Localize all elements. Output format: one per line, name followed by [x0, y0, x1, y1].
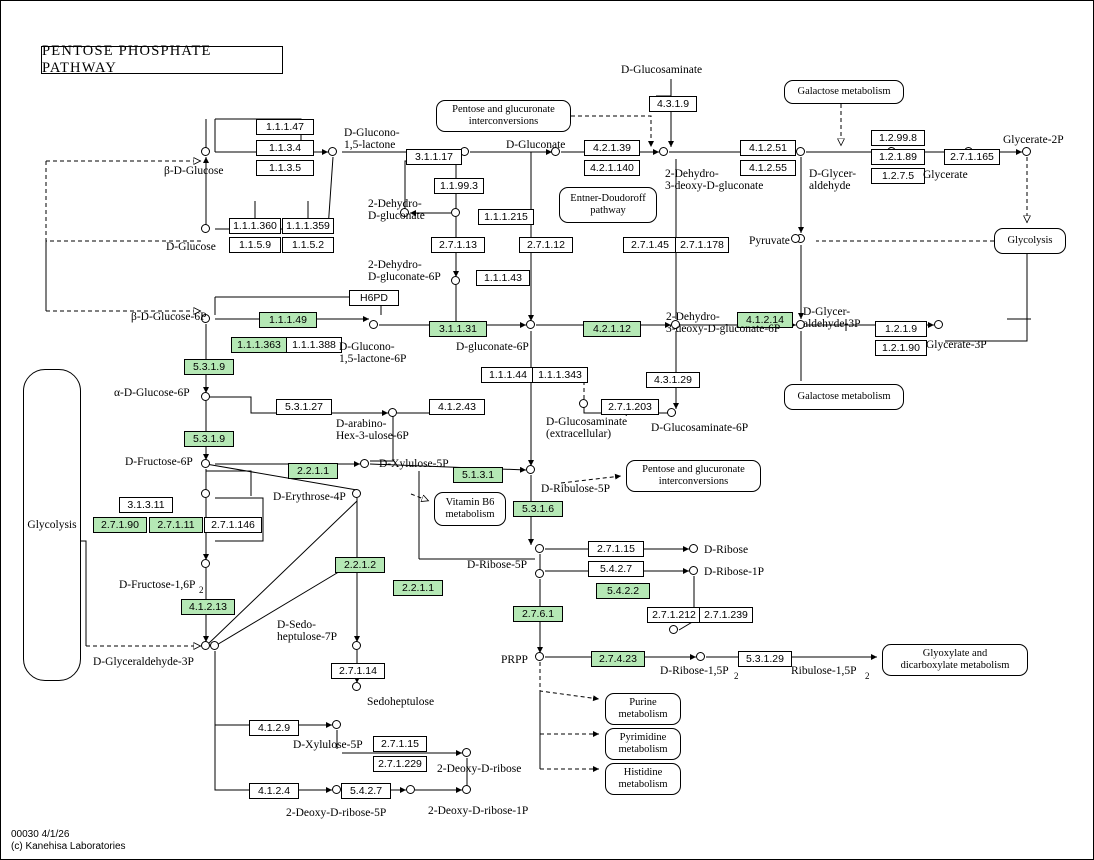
enzyme-box[interactable]: 2.7.1.11 [149, 517, 203, 533]
compound-label[interactable]: 2-Deoxy-D-ribose-5P [286, 807, 387, 819]
compound-node[interactable] [201, 489, 210, 498]
compound-label[interactable]: 2-Dehydro- [666, 311, 720, 323]
enzyme-box[interactable]: 5.4.2.7 [341, 783, 391, 799]
compound-label[interactable]: 1,5-lactone [344, 139, 396, 151]
enzyme-box[interactable]: 2.2.1.1 [288, 463, 338, 479]
footer-line-2: (c) Kanehisa Laboratories [11, 841, 126, 852]
enzyme-box[interactable]: 2.7.1.146 [204, 517, 262, 533]
enzyme-box[interactable]: 1.1.5.9 [229, 237, 281, 253]
enzyme-box[interactable]: 5.3.1.9 [184, 431, 234, 447]
pathway-box-label: Purine [629, 697, 657, 708]
compound-node[interactable] [369, 320, 378, 329]
enzyme-box[interactable]: 1.1.1.343 [532, 367, 588, 383]
compound-node[interactable] [360, 459, 369, 468]
compound-label[interactable]: β-D-Glucose [164, 165, 224, 177]
compound-node[interactable] [1022, 147, 1031, 156]
pathway-box-label: Histidine [623, 767, 663, 778]
compound-label[interactable]: D-Glycer- [803, 306, 851, 318]
pathway-box-label: Galactose metabolism [797, 86, 891, 97]
pathway-box-label: Pentose and glucuronate [452, 104, 555, 115]
compound-label[interactable]: D-Sedo- [277, 619, 316, 631]
pathway-box-label: Vitamin B6 [445, 497, 495, 508]
enzyme-box[interactable]: 2.2.1.2 [335, 557, 385, 573]
compound-label[interactable]: D-Erythrose-4P [273, 491, 346, 503]
compound-node[interactable] [201, 459, 210, 468]
pathway-box-label: metabolism [618, 709, 668, 720]
pathway-link-box[interactable] [882, 644, 1028, 676]
enzyme-box[interactable]: 5.3.1.27 [276, 399, 332, 415]
enzyme-box[interactable]: 1.1.3.5 [256, 160, 314, 176]
enzyme-box[interactable]: 1.1.99.3 [434, 178, 484, 194]
enzyme-box[interactable]: 1.2.1.9 [875, 321, 927, 337]
compound-label[interactable]: Glycerate [923, 169, 968, 181]
compound-node[interactable] [796, 147, 805, 156]
enzyme-box[interactable]: 2.7.1.12 [519, 237, 573, 253]
compound-node[interactable] [659, 147, 668, 156]
enzyme-box[interactable]: 2.7.1.14 [331, 663, 385, 679]
enzyme-box[interactable]: 4.2.1.140 [584, 160, 640, 176]
compound-label[interactable]: 3-deoxy-D-gluconate-6P [666, 323, 781, 335]
enzyme-box[interactable]: 1.1.5.2 [282, 237, 334, 253]
compound-label[interactable]: 1,5-lactone-6P [339, 353, 407, 365]
pathway-link-box[interactable] [994, 228, 1066, 254]
compound-node[interactable] [388, 408, 397, 417]
enzyme-box[interactable]: 1.1.1.388 [286, 337, 342, 353]
compound-label[interactable]: D-Fructose-6P [125, 456, 193, 468]
compound-node[interactable] [352, 489, 361, 498]
compound-node[interactable] [526, 320, 535, 329]
compound-label[interactable]: Pyruvate [749, 235, 790, 247]
compound-node[interactable] [462, 748, 471, 757]
enzyme-box[interactable]: 2.7.1.15 [588, 541, 644, 557]
compound-label[interactable]: D-Glyceraldehyde-3P [93, 656, 194, 668]
enzyme-box[interactable]: 4.1.2.9 [249, 720, 299, 736]
enzyme-box[interactable]: 2.7.1.15 [373, 736, 427, 752]
compound-label[interactable]: D-Xylulose-5P [293, 739, 363, 751]
compound-node[interactable] [791, 234, 800, 243]
compound-node[interactable] [352, 682, 361, 691]
enzyme-box[interactable]: 1.1.1.363 [231, 337, 287, 353]
pathway-box-label: Pyrimidine [619, 732, 667, 743]
compound-label[interactable]: PRPP [501, 654, 528, 666]
compound-label[interactable]: 2-Dehydro- [665, 168, 719, 180]
compound-node[interactable] [462, 785, 471, 794]
pathway-box-glycolysis-left[interactable] [23, 369, 81, 681]
compound-label[interactable]: D-Glucosaminate [621, 64, 703, 76]
compound-label[interactable]: D-Ribulose-5P [541, 483, 610, 495]
compound-label[interactable]: Glycerate-2P [1003, 134, 1064, 146]
compound-node[interactable] [526, 465, 535, 474]
pathway-link-box[interactable] [434, 492, 506, 526]
enzyme-box[interactable]: 5.3.1.29 [738, 651, 792, 667]
compound-label[interactable]: heptulose-7P [277, 631, 338, 643]
enzyme-box[interactable]: 4.1.2.13 [181, 599, 235, 615]
enzyme-box[interactable]: 1.1.1.43 [476, 270, 530, 286]
enzyme-box[interactable]: 1.1.1.44 [481, 367, 535, 383]
enzyme-box[interactable]: H6PD [349, 290, 399, 306]
compound-label[interactable]: D-gluconate [368, 210, 425, 222]
enzyme-box[interactable]: 2.7.1.45 [623, 237, 677, 253]
compound-label[interactable]: D-Ribose-1,5P [660, 665, 729, 677]
compound-label[interactable]: 2-Dehydro- [368, 198, 422, 210]
enzyme-box[interactable]: 2.7.1.165 [944, 149, 1000, 165]
enzyme-box[interactable]: 3.1.1.17 [406, 149, 462, 165]
enzyme-box[interactable]: 4.3.1.9 [649, 96, 697, 112]
compound-label[interactable]: Sedoheptulose [367, 696, 435, 708]
enzyme-box[interactable]: 2.7.4.23 [591, 651, 645, 667]
compound-label[interactable]: β-D-Glucose-6P [131, 311, 207, 323]
compound-label[interactable]: aldehyde [809, 180, 851, 192]
compound-node[interactable] [689, 544, 698, 553]
pathway-link-box[interactable] [626, 460, 761, 492]
pathway-box-label: metabolism [618, 779, 668, 790]
footer-line-1: 00030 4/1/26 [11, 829, 70, 840]
compound-label[interactable]: aldehyde-3P [803, 318, 861, 330]
compound-node[interactable] [667, 408, 676, 417]
pathway-link-box[interactable] [784, 80, 904, 104]
enzyme-box[interactable]: 1.1.1.215 [478, 209, 534, 225]
compound-label[interactable]: 2-Dehydro- [368, 259, 422, 271]
enzyme-box[interactable]: 2.7.1.229 [373, 756, 427, 772]
enzyme-box[interactable]: 4.2.1.12 [583, 321, 641, 337]
compound-label[interactable]: 2 [199, 585, 204, 595]
compound-node[interactable] [696, 652, 705, 661]
enzyme-box[interactable]: 4.1.2.51 [740, 140, 796, 156]
enzyme-box[interactable]: 2.7.1.90 [93, 517, 147, 533]
pathway-link-box[interactable] [436, 100, 571, 132]
enzyme-box[interactable]: 2.7.1.13 [431, 237, 485, 253]
compound-label[interactable]: D-Ribose-1P [704, 566, 765, 578]
compound-label[interactable]: D-gluconate-6P [456, 341, 529, 353]
compound-node[interactable] [689, 566, 698, 575]
compound-label[interactable]: 2-Deoxy-D-ribose-1P [428, 805, 529, 817]
compound-node[interactable] [669, 625, 678, 634]
enzyme-box[interactable]: 1.1.1.49 [259, 312, 317, 328]
pathway-box-label: Pentose and glucuronate [642, 464, 745, 475]
compound-node[interactable] [201, 641, 210, 650]
enzyme-box[interactable]: 5.4.2.7 [588, 561, 644, 577]
enzyme-box[interactable]: 5.3.1.6 [513, 501, 563, 517]
enzyme-box[interactable]: 4.1.2.43 [429, 399, 485, 415]
compound-label[interactable]: D-Xylulose-5P [379, 458, 449, 470]
pathway-box-label: interconversions [468, 116, 539, 127]
compound-node[interactable] [535, 652, 544, 661]
map-footer [11, 829, 126, 853]
pathway-link-box[interactable] [605, 763, 681, 795]
enzyme-box[interactable]: 5.4.2.2 [596, 583, 650, 599]
compound-node[interactable] [579, 399, 588, 408]
compound-node[interactable] [451, 208, 460, 217]
enzyme-box[interactable]: 2.2.1.1 [393, 580, 443, 596]
enzyme-box[interactable]: 2.7.1.239 [699, 607, 753, 623]
enzyme-box[interactable]: 1.2.1.90 [875, 340, 927, 356]
enzyme-box[interactable]: 5.3.1.9 [184, 359, 234, 375]
compound-label[interactable]: D-Glucose [166, 241, 216, 253]
pathway-link-box[interactable] [605, 693, 681, 725]
pathway-link-box[interactable] [784, 384, 904, 410]
pathway-box-label: interconversions [658, 476, 729, 487]
compound-label[interactable]: 3-deoxy-D-gluconate [665, 180, 764, 192]
enzyme-box[interactable]: 1.2.99.8 [871, 130, 925, 146]
pathway-box-label: Galactose metabolism [797, 391, 891, 402]
compound-node[interactable] [332, 720, 341, 729]
pathway-link-box[interactable] [605, 728, 681, 760]
map-title: PENTOSE PHOSPHATE PATHWAY [41, 46, 283, 74]
pathway-box-label: dicarboxylate metabolism [900, 660, 1010, 671]
compound-label[interactable]: Ribulose-1,5P [791, 665, 857, 677]
compound-label[interactable]: D-Glucono- [339, 341, 395, 353]
compound-label[interactable]: Hex-3-ulose-6P [336, 430, 409, 442]
enzyme-box[interactable]: 4.1.2.4 [249, 783, 299, 799]
compound-label[interactable]: D-Ribose-5P [467, 559, 528, 571]
enzyme-box[interactable]: 1.2.1.89 [871, 149, 925, 165]
enzyme-box[interactable]: 1.1.1.359 [282, 218, 334, 234]
enzyme-box[interactable]: 1.1.3.4 [256, 140, 314, 156]
pathway-box-label: Entner-Doudoroff [570, 193, 646, 204]
compound-label[interactable]: (extracellular) [546, 428, 612, 440]
compound-node[interactable] [535, 569, 544, 578]
compound-label[interactable]: 2-Deoxy-D-ribose [437, 763, 522, 775]
compound-label[interactable]: D-Glycer- [809, 168, 857, 180]
compound-node[interactable] [451, 276, 460, 285]
pathway-box-label: Glycolysis [27, 519, 77, 531]
compound-node[interactable] [535, 544, 544, 553]
compound-label[interactable]: D-Ribose [704, 544, 749, 556]
compound-node[interactable] [201, 147, 210, 156]
pathway-box-label: pathway [590, 205, 626, 216]
enzyme-box[interactable]: 5.1.3.1 [453, 467, 503, 483]
compound-label[interactable]: D-Glucosaminate [546, 416, 628, 428]
compound-label[interactable]: D-Glucosaminate-6P [651, 422, 749, 434]
compound-node[interactable] [332, 785, 341, 794]
compound-label[interactable]: D-Fructose-1,6P [119, 579, 196, 591]
compound-label[interactable]: D-gluconate-6P [368, 271, 441, 283]
enzyme-box[interactable]: 2.7.1.203 [601, 399, 659, 415]
pathway-box-label: Glyoxylate and [922, 648, 988, 659]
compound-node[interactable] [201, 559, 210, 568]
enzyme-box[interactable]: 2.7.6.1 [513, 606, 563, 622]
enzyme-box[interactable]: 1.1.1.47 [256, 119, 314, 135]
enzyme-box[interactable]: 2.7.1.178 [675, 237, 729, 253]
compound-label[interactable]: D-Glucono- [344, 127, 400, 139]
compound-label[interactable]: D-Gluconate [506, 139, 566, 151]
compound-label[interactable]: 2 [734, 671, 739, 681]
pathway-box-label: metabolism [445, 509, 495, 520]
enzyme-box[interactable]: 4.2.1.39 [584, 140, 640, 156]
compound-node[interactable] [201, 392, 210, 401]
enzyme-box[interactable]: 3.1.3.11 [119, 497, 173, 513]
enzyme-box[interactable]: 2.7.1.212 [647, 607, 701, 623]
enzyme-box[interactable]: 4.1.2.55 [740, 160, 796, 176]
enzyme-box[interactable]: 4.3.1.29 [646, 372, 700, 388]
compound-node[interactable] [210, 641, 219, 650]
compound-node[interactable] [406, 785, 415, 794]
compound-label[interactable]: 2 [865, 671, 870, 681]
compound-node[interactable] [352, 641, 361, 650]
compound-label[interactable]: Glycerate-3P [926, 339, 987, 351]
enzyme-box[interactable]: 4.1.2.14 [737, 312, 793, 328]
compound-label[interactable]: α-D-Glucose-6P [114, 387, 190, 399]
enzyme-box[interactable]: 1.2.7.5 [871, 168, 925, 184]
pathway-box-label: Glycolysis [1007, 235, 1053, 246]
enzyme-box[interactable]: 1.1.1.360 [229, 218, 281, 234]
compound-node[interactable] [328, 147, 337, 156]
compound-label[interactable]: D-arabino- [336, 418, 387, 430]
pathway-box-label: metabolism [618, 744, 668, 755]
pathway-link-box[interactable] [559, 187, 657, 223]
enzyme-box[interactable]: 3.1.1.31 [429, 321, 487, 337]
compound-node[interactable] [201, 224, 210, 233]
compound-node[interactable] [934, 320, 943, 329]
